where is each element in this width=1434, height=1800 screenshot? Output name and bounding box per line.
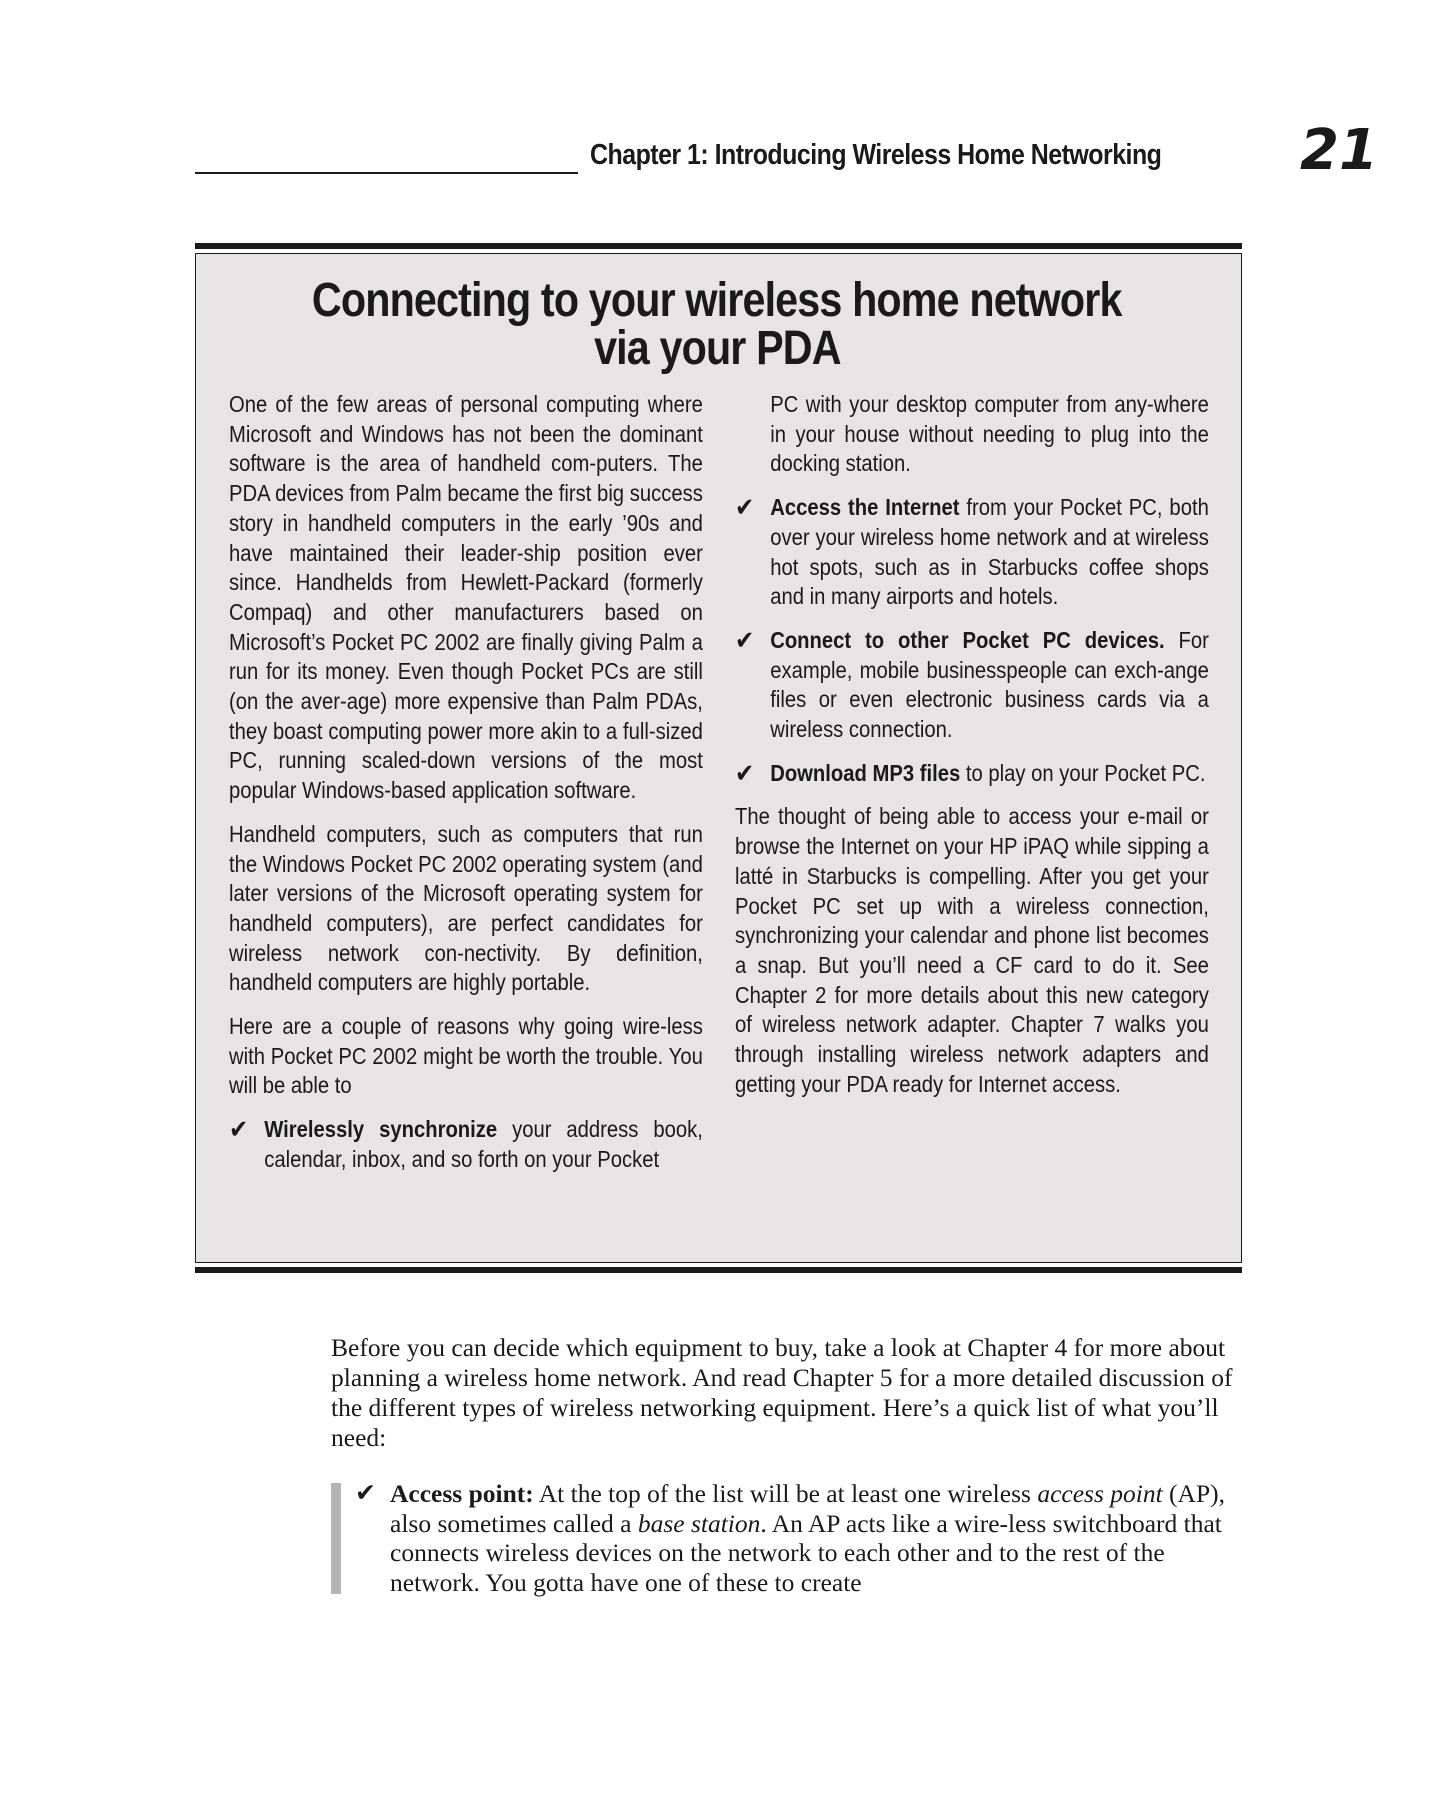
sidebar-bullet-list (229, 1115, 703, 1174)
header-rule (195, 172, 578, 174)
sidebar-title (0, 274, 1434, 375)
list-item: ✔ Access point: At the top of the list will be at least one wireless access point (AP), also sometimes called a base station. An AP acts like a wire-less switchboard that connects wireless devices on the network to each other and to the rest of the network. You gotta have one of these to create (355, 1479, 1226, 1597)
sidebar-right-column (735, 390, 1209, 1099)
equipment-list (331, 1479, 1241, 1597)
check-icon: ✔ (735, 624, 755, 655)
sidebar-bottom-rule (195, 1267, 1242, 1273)
list-item-continuation: PC with your desktop computer from any-where in your house without needing to plug into the docking station. (770, 391, 1209, 477)
chapter-title: Chapter 1: Introducing Wireless Home Networking (590, 139, 1162, 171)
check-icon: ✔ (229, 1114, 249, 1145)
check-icon: ✔ (355, 1480, 376, 1507)
sidebar-paragraph: One of the few areas of personal computing where Microsoft and Windows has not been the dominant software is the area of handheld com-puters. The PDA devices from Palm became the first big success story in handheld computers in the early ’90s and have maintained their leader-ship position ever since. Handhelds from Hewlett-Packard (formerly Compaq) and other manufacturers based on Microsoft’s Pocket PC 2002 are finally giving Palm a run for its money. Even though Pocket PCs are still (on the aver-age) more expensive than Palm PDAs, they boast computing power more akin to a full-sized PC, running scaled-down versions of the most popular Windows-based application software. (229, 391, 703, 804)
list-item: ✔ Wirelessly synchronize your address book, calendar, inbox, and so forth on your Pocket (229, 1114, 703, 1172)
list-item: ✔ Access the Internet from your Pocket PC, both over your wireless home network and at wireless hot spots, such as in Starbucks coffee shops and in many airports and hotels. (735, 492, 1209, 610)
sidebar-left-column (229, 390, 703, 1175)
sidebar-paragraph: Handheld computers, such as computers that run the Windows Pocket PC 2002 operating system (and later versions of the Microsoft operating system for handheld computers), are perfect candidates for wireless network con-nectivity. By definition, handheld computers are highly portable. (229, 820, 703, 996)
body-paragraph: Before you can decide which equipment to buy, take a look at Chapter 4 for more about planning a wireless home network. And read Chapter 5 for a more detailed discussion of the different types of wireless networking equipment. Here’s a quick list of what you’ll need: (331, 1333, 1233, 1452)
sidebar-top-rule (195, 243, 1242, 249)
check-icon: ✔ (735, 757, 755, 788)
check-icon: ✔ (735, 492, 755, 523)
sidebar-bullet-list (735, 493, 1209, 788)
body-text (331, 1333, 1241, 1453)
page-number: 21 (1300, 118, 1378, 183)
sidebar-title-line2: via your PDA (593, 322, 841, 375)
sidebar-paragraph: The thought of being able to access your e-mail or browse the Internet on your HP iPAQ while sipping a latté in Starbucks is compelling. After you get your Pocket PC set up with a wireless connection, synchronizing your calendar and phone list becomes a snap. But you’ll need a CF card to do it. See Chapter 2 for more details about this new category of wireless network adapter. Chapter 7 walks you through installing wireless network adapters and getting your PDA ready for Internet access. (735, 803, 1209, 1097)
list-item: ✔ Download MP3 files to play on your Pocket PC. (735, 757, 1206, 788)
list-item: ✔ Connect to other Pocket PC devices. For example, mobile businesspeople can exch-ange files or even electronic business cards via a wireless connection. (735, 624, 1209, 743)
sidebar-paragraph: Here are a couple of reasons why going wire-less with Pocket PC 2002 might be worth the trouble. You will be able to (229, 1013, 703, 1099)
sidebar-title-line1: Connecting to your wireless home network (312, 274, 1122, 327)
